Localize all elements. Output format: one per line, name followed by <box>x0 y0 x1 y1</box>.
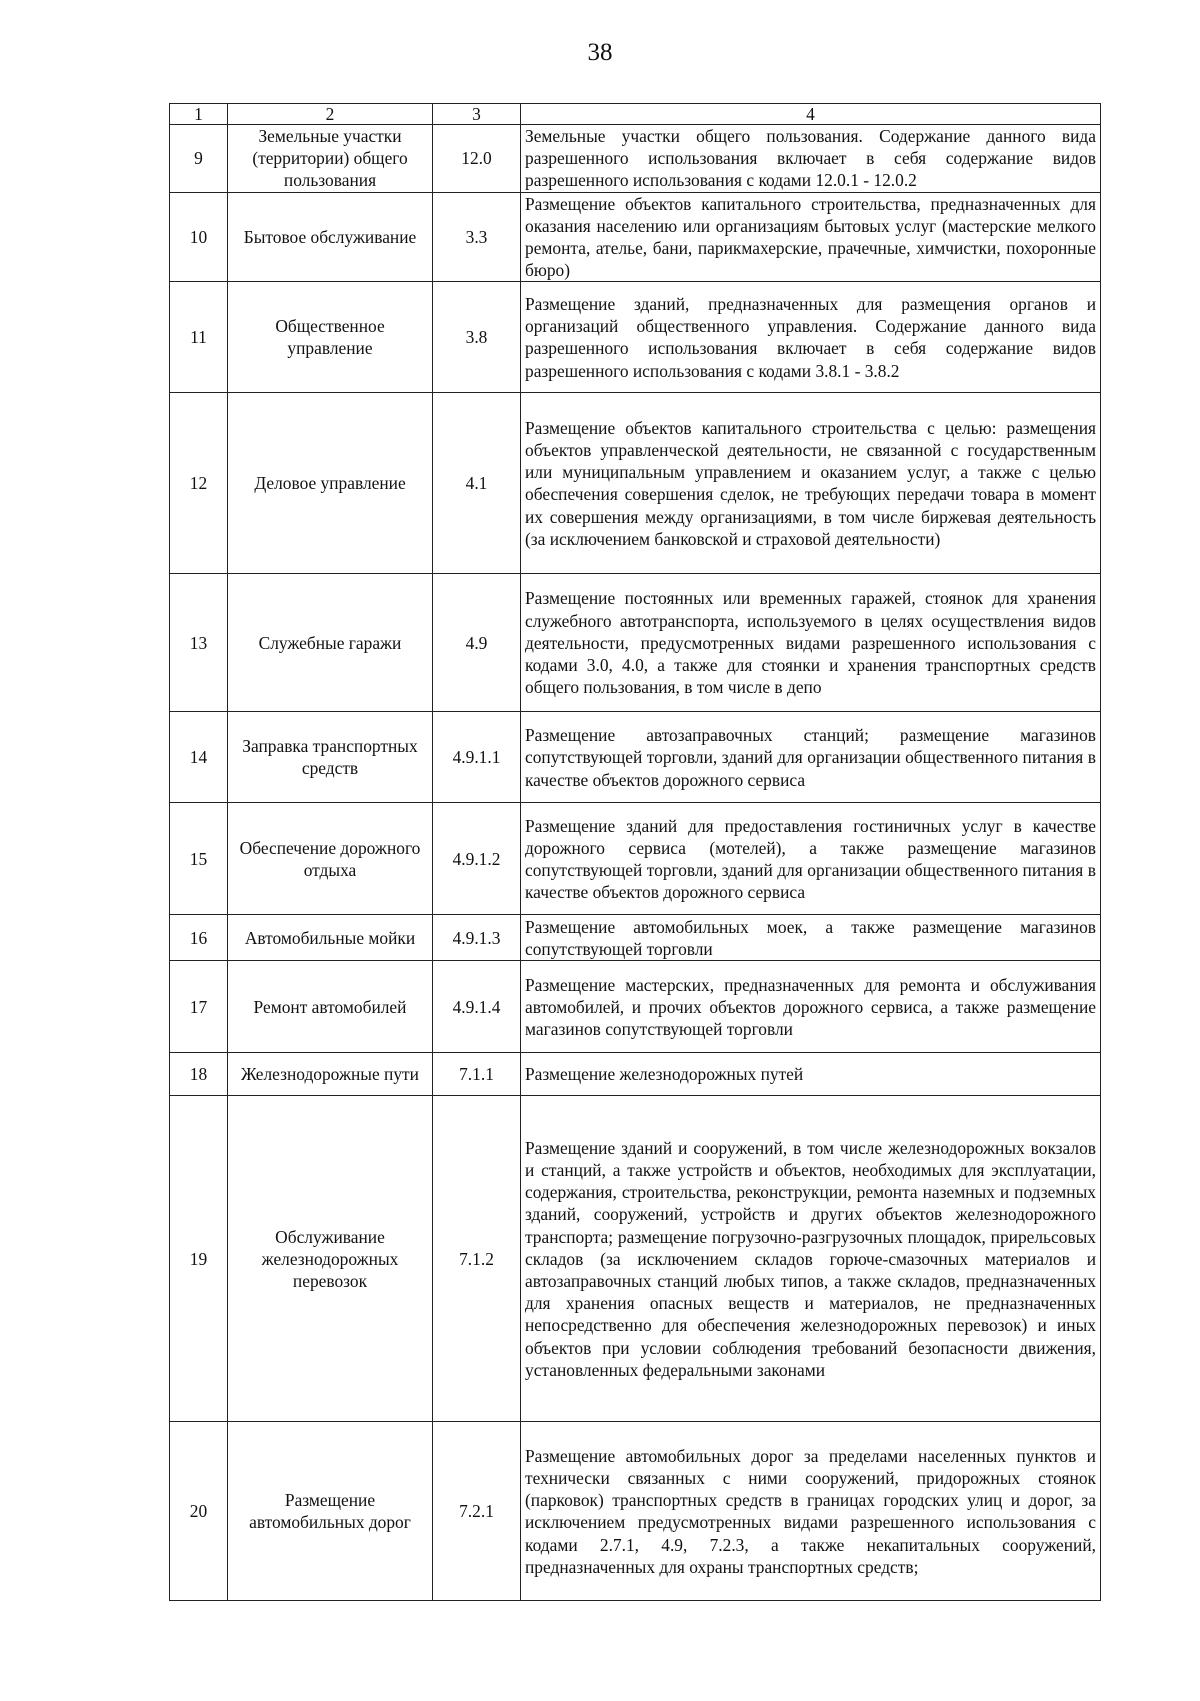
land-use-code: 12.0 <box>433 125 521 193</box>
land-use-name: Автомобильные мойки <box>228 915 433 961</box>
land-use-description: Размещение автозаправочных станций; размещение магазинов сопутствующей торговли, зданий для организации общественного питания в качестве объектов дорожного сервиса <box>521 712 1101 803</box>
land-use-name: Обслуживание железнодорожных перевозок <box>228 1096 433 1422</box>
land-use-code: 3.3 <box>433 192 521 282</box>
table-row <box>170 712 1101 803</box>
table-row <box>170 1096 1101 1422</box>
row-number: 12 <box>170 393 228 574</box>
land-use-code: 4.1 <box>433 393 521 574</box>
table-row <box>170 282 1101 393</box>
column-header-code: 3 <box>433 104 521 125</box>
row-number: 11 <box>170 282 228 393</box>
land-use-description: Размещение постоянных или временных гаражей, стоянок для хранения служебного автотранспорта, используемого в целях осуществления видов деятельности, предусмотренных видами разрешенного использования с кодами 3.0, 4.0, а также для стоянки и хранения транспортных средств общего пользования, в том числе в депо <box>521 574 1101 712</box>
land-use-code: 4.9.1.3 <box>433 915 521 961</box>
column-header-description: 4 <box>521 104 1101 125</box>
land-use-description: Земельные участки общего пользования. Содержание данного вида разрешенного использования включает в себя содержание видов разрешенного использования с кодами 12.0.1 - 12.0.2 <box>521 125 1101 193</box>
land-use-description: Размещение мастерских, предназначенных для ремонта и обслуживания автомобилей, и прочих объектов дорожного сервиса, а также размещение магазинов сопутствующей торговли <box>521 961 1101 1053</box>
row-number: 18 <box>170 1053 228 1096</box>
table-header-row <box>170 104 1101 125</box>
land-use-description: Размещение зданий и сооружений, в том числе железнодорожных вокзалов и станций, а также устройств и объектов, необходимых для эксплуатации, содержания, строительства, реконструкции, ремонта наземных и подземных зданий, сооружений, устройств и других объектов железнодорожного транспорта; размещение погрузочно-разгрузочных площадок, прирельсовых складов (за исключением складов горюче-смазочных материалов и автозаправочных станций любых типов, а также складов, предназначенных для хранения опасных веществ и материалов, не предназначенных непосредственно для обеспечения железнодорожных перевозок) и иных объектов при условии соблюдения требований безопасности движения, установленных федеральными законами <box>521 1096 1101 1422</box>
land-use-description: Размещение зданий, предназначенных для размещения органов и организаций общественного управления. Содержание данного вида разрешенного использования включает в себя содержание видов разрешенного использования с кодами 3.8.1 - 3.8.2 <box>521 282 1101 393</box>
land-use-description: Размещение зданий для предоставления гостиничных услуг в качестве дорожного сервиса (мотелей), а также размещение магазинов сопутствующей торговли, зданий для организации общественного питания в качестве объектов дорожного сервиса <box>521 803 1101 915</box>
table-row <box>170 393 1101 574</box>
row-number: 17 <box>170 961 228 1053</box>
table-row <box>170 1422 1101 1601</box>
column-header-name: 2 <box>228 104 433 125</box>
land-use-name: Служебные гаражи <box>228 574 433 712</box>
table-row <box>170 192 1101 282</box>
land-use-code: 7.1.2 <box>433 1096 521 1422</box>
land-use-code: 7.2.1 <box>433 1422 521 1601</box>
land-use-name: Железнодорожные пути <box>228 1053 433 1096</box>
land-use-code: 4.9 <box>433 574 521 712</box>
row-number: 9 <box>170 125 228 193</box>
land-use-table <box>169 103 1101 1601</box>
land-use-name: Деловое управление <box>228 393 433 574</box>
land-use-name: Обеспечение дорожного отдыха <box>228 803 433 915</box>
land-use-description: Размещение объектов капитального строительства, предназначенных для оказания населению или организациям бытовых услуг (мастерские мелкого ремонта, ателье, бани, парикмахерские, прачечные, химчистки, похоронные бюро) <box>521 192 1101 282</box>
table-row <box>170 961 1101 1053</box>
land-use-code: 4.9.1.4 <box>433 961 521 1053</box>
land-use-name: Бытовое обслуживание <box>228 192 433 282</box>
row-number: 14 <box>170 712 228 803</box>
row-number: 20 <box>170 1422 228 1601</box>
table-row <box>170 915 1101 961</box>
land-use-code: 4.9.1.1 <box>433 712 521 803</box>
land-use-name: Размещение автомобильных дорог <box>228 1422 433 1601</box>
land-use-name: Ремонт автомобилей <box>228 961 433 1053</box>
row-number: 10 <box>170 192 228 282</box>
table-row <box>170 574 1101 712</box>
table-row <box>170 1053 1101 1096</box>
table-row <box>170 125 1101 193</box>
table-row <box>170 803 1101 915</box>
land-use-name: Заправка транспортных средств <box>228 712 433 803</box>
column-header-number: 1 <box>170 104 228 125</box>
row-number: 13 <box>170 574 228 712</box>
land-use-code: 7.1.1 <box>433 1053 521 1096</box>
row-number: 19 <box>170 1096 228 1422</box>
land-use-code: 4.9.1.2 <box>433 803 521 915</box>
land-use-description: Размещение автомобильных моек, а также размещение магазинов сопутствующей торговли <box>521 915 1101 961</box>
land-use-description: Размещение объектов капитального строительства с целью: размещения объектов управленческой деятельности, не связанной с государственным или муниципальным управлением и оказанием услуг, а также с целью обеспечения совершения сделок, не требующих передачи товара в момент их совершения между организациями, в том числе биржевая деятельность (за исключением банковской и страховой деятельности) <box>521 393 1101 574</box>
land-use-name: Земельные участки (территории) общего пользования <box>228 125 433 193</box>
land-use-description: Размещение железнодорожных путей <box>521 1053 1101 1096</box>
land-use-name: Общественное управление <box>228 282 433 393</box>
row-number: 16 <box>170 915 228 961</box>
row-number: 15 <box>170 803 228 915</box>
page-number: 38 <box>587 39 613 66</box>
land-use-code: 3.8 <box>433 282 521 393</box>
land-use-description: Размещение автомобильных дорог за пределами населенных пунктов и технически связанных с ними сооружений, придорожных стоянок (парковок) транспортных средств в границах городских улиц и дорог, за исключением предусмотренных видами разрешенного использования с кодами 2.7.1, 4.9, 7.2.3, а также некапитальных сооружений, предназначенных для охраны транспортных средств; <box>521 1422 1101 1601</box>
